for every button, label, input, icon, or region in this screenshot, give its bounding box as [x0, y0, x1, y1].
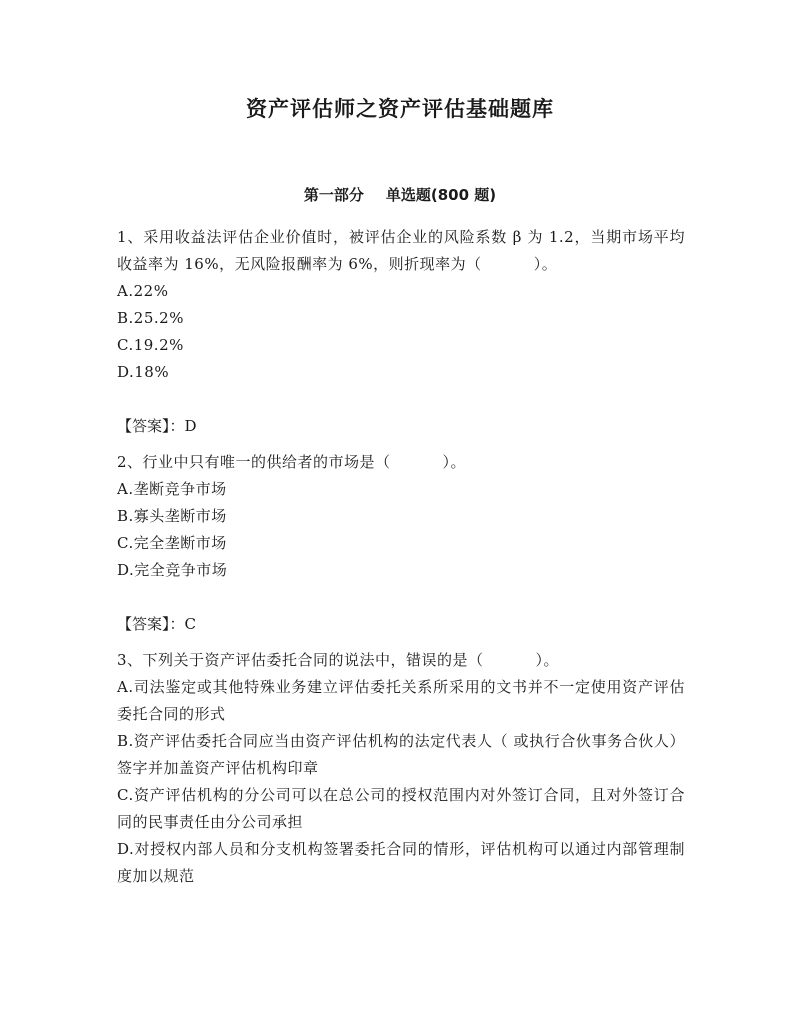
question-2	[117, 449, 685, 638]
section-heading	[0, 184, 800, 205]
document-title: 资产评估师之资产评估基础题库	[246, 97, 554, 121]
option-d: D.完全竞争市场	[117, 561, 228, 579]
option-a: A.司法鉴定或其他特殊业务建立评估委托关系所采用的文书并不一定使用资产评估委托合同的形式	[117, 678, 685, 723]
section-part: 第一部分	[303, 186, 364, 204]
option-b: B.25.2%	[117, 309, 184, 327]
option-a: A.垄断竞争市场	[117, 480, 227, 498]
answer-value: D	[184, 417, 197, 435]
question-stem: 2、行业中只有唯一的供给者的市场是（ ）。	[117, 453, 467, 471]
option-c: C.资产评估机构的分公司可以在总公司的授权范围内对外签订合同，且对外签订合同的民事责任由分公司承担	[117, 786, 685, 831]
section-type: 单选题(800 题)	[385, 186, 497, 204]
answer-value: C	[184, 615, 196, 633]
question-3	[117, 647, 685, 890]
question-stem: 3、下列关于资产评估委托合同的说法中，错误的是（ ）。	[117, 651, 560, 669]
question-1	[117, 224, 685, 440]
answer-label: 【答案】：	[117, 615, 185, 633]
option-d: D.18%	[117, 363, 170, 381]
option-b: B.资产评估委托合同应当由资产评估机构的法定代表人（ 或执行合伙事务合伙人）签字并加盖资产评估机构印章	[117, 732, 685, 777]
question-stem: 1、采用收益法评估企业价值时，被评估企业的风险系数 β 为 1.2，当期市场平均收益率为 16%，无风险报酬率为 6%，则折现率为（ ）。	[117, 228, 685, 273]
option-c: C.19.2%	[117, 336, 184, 354]
option-c: C.完全垄断市场	[117, 534, 227, 552]
answer-label: 【答案】：	[117, 417, 185, 435]
option-a: A.22%	[117, 282, 169, 300]
answer-line	[117, 413, 685, 440]
answer-line	[117, 611, 685, 638]
option-b: B.寡头垄断市场	[117, 507, 227, 525]
option-d: D.对授权内部人员和分支机构签署委托合同的情形，评估机构可以通过内部管理制度加以规范	[117, 840, 685, 885]
question-list	[117, 224, 685, 890]
